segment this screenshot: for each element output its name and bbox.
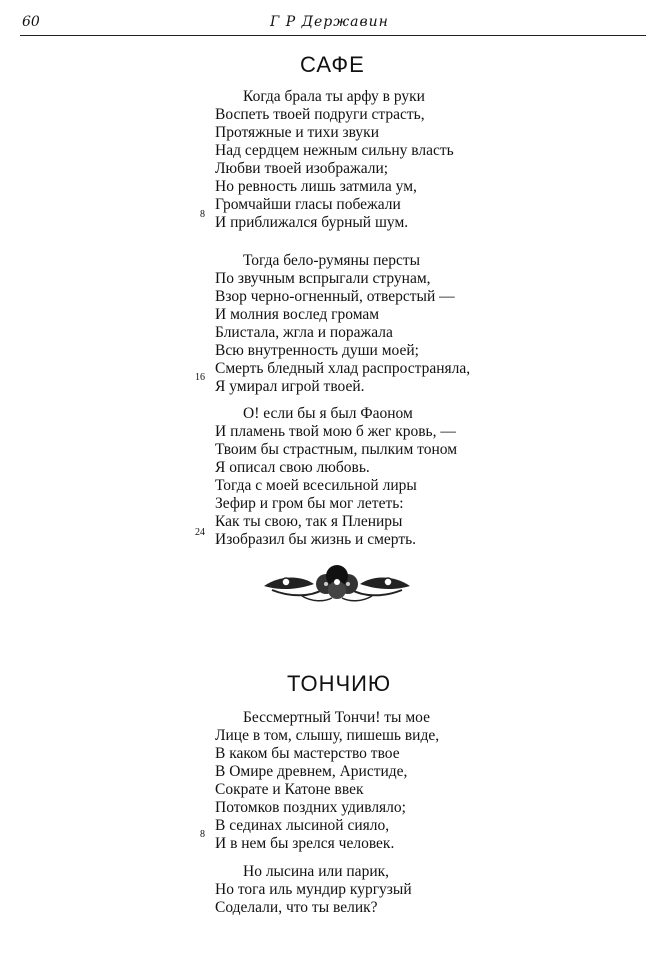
poem-line: Всю внутренность души моей;	[215, 342, 419, 359]
poem-line: Но тога иль мундир кургузый	[215, 881, 412, 898]
poem-line: Зефир и гром бы мог лететь:	[215, 495, 404, 512]
poem-line: Я умирал игрой твоей.	[215, 378, 365, 395]
poem-line: Я описал свою любовь.	[215, 459, 370, 476]
poem-line: Протяжные и тихи звуки	[215, 124, 380, 141]
stanza-1	[215, 88, 454, 232]
page-number: 60	[22, 14, 40, 30]
poem-line: Изобразил бы жизнь и смерть.	[215, 531, 417, 548]
stanza-3	[215, 405, 457, 549]
stanza-5	[215, 863, 412, 917]
poem-line: По звучным вспрыгали струнам,	[215, 270, 431, 287]
poem-line: Сократе и Катоне ввек	[215, 781, 364, 798]
poem-line: И приближался бурный шум.	[215, 214, 409, 231]
poem-line: Над сердцем нежным сильну власть	[215, 142, 454, 159]
line-number: 8	[200, 829, 205, 840]
poem-title-tonchiyu: ТОНЧИЮ	[287, 671, 392, 696]
poem-line: Когда брала ты арфу в руки	[243, 88, 425, 105]
poem-title-safe: САФЕ	[300, 52, 365, 77]
line-number: 16	[195, 372, 205, 383]
poem-line: Воспеть твоей подруги страсть,	[215, 106, 425, 123]
poem-line: И молния вослед громам	[215, 306, 380, 323]
poem-line: В сединах лысиной сияло,	[215, 817, 390, 834]
poem-line: Но лысина или парик,	[243, 863, 390, 880]
stanza-2	[215, 252, 470, 396]
line-number: 24	[195, 527, 205, 538]
poem-line: О! если бы я был Фаоном	[243, 405, 413, 422]
poem-line: И пламень твой мою б жег кровь, —	[215, 423, 456, 440]
poem-line: Тогда бело-румяны персты	[243, 252, 421, 269]
poem-line: Тогда с моей всесильной лиры	[215, 477, 417, 494]
header-rule	[20, 35, 646, 36]
stanza-4	[215, 709, 439, 853]
poem-line: В каком бы мастерство твое	[215, 745, 400, 762]
poem-line: Как ты свою, так я Плениры	[215, 513, 403, 530]
running-head: Г Р Державин	[270, 14, 389, 30]
poem-line: Лице в том, слышу, пишешь виде,	[215, 727, 440, 744]
flower-ornament	[262, 562, 412, 606]
poem-line: Громчайши гласы побежали	[215, 196, 401, 213]
poem-line: Бессмертный Тончи! ты мое	[243, 709, 430, 726]
poem-line: Соделали, что ты велик?	[215, 899, 378, 916]
poem-line: Твоим бы страстным, пылким тоном	[215, 441, 458, 458]
page-header	[0, 0, 668, 40]
poem-line: Любви твоей изображали;	[215, 160, 389, 177]
line-number: 8	[200, 209, 205, 220]
poem-line: Потомков поздних удивляло;	[215, 799, 406, 816]
poem-line: Смерть бледный хлад распространяла,	[215, 360, 471, 377]
poem-line: Блистала, жгла и поражала	[215, 324, 393, 341]
poem-line: Но ревность лишь затмила ум,	[215, 178, 417, 195]
poem-line: И в нем бы зрелся человек.	[215, 835, 395, 852]
poem-line: В Омире древнем, Аристиде,	[215, 763, 408, 780]
poem-line: Взор черно-огненный, отверстый —	[215, 288, 455, 305]
